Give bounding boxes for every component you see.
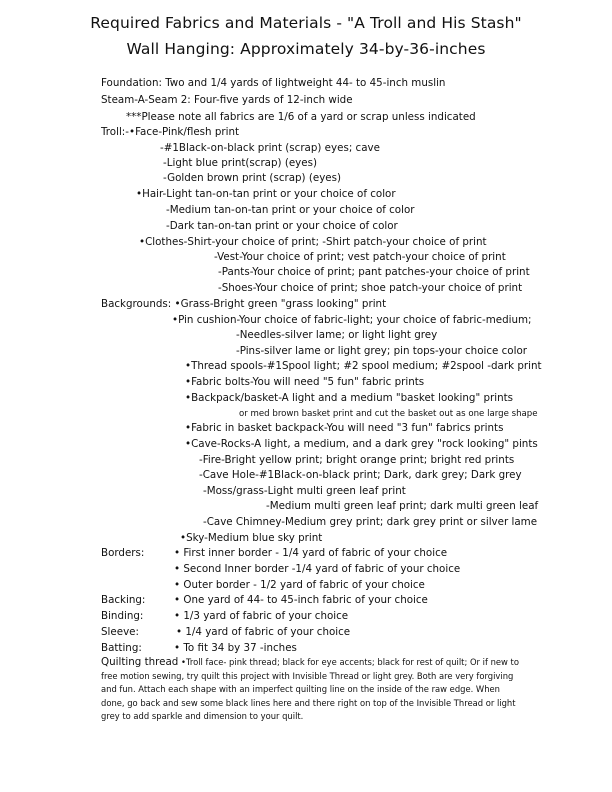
backing-label: Backing: bbox=[101, 594, 146, 606]
pins-line: -Pins-silver lame or light grey; pin tops-your choice color bbox=[236, 345, 527, 357]
backpack-basket-line: •Backpack/basket-A light and a medium "basket looking" prints bbox=[185, 392, 514, 404]
binding-line: • 1/3 yard of fabric of your choice bbox=[174, 610, 349, 622]
page-title-line-2: Wall Hanging: Approximately 34-by-36-inches bbox=[126, 40, 486, 58]
thread-spools-line: •Thread spools-#1Spool light; #2 spool medium; #2spool -dark print bbox=[185, 360, 542, 372]
hair-light-line: •Hair-Light tan-on-tan print or your choice of color bbox=[136, 188, 396, 200]
basket-fabric-line: •Fabric in basket backpack-You will need "3 fun" fabrics prints bbox=[185, 422, 504, 434]
first-border-line: • First inner border - 1/4 yard of fabric of your choice bbox=[174, 547, 448, 559]
second-border-line: • Second Inner border -1/4 yard of fabric of your choice bbox=[174, 563, 461, 575]
cave-rocks-line: •Cave-Rocks-A light, a medium, and a dark grey "rock looking" pints bbox=[185, 438, 538, 450]
clothes-vest-line: -Vest-Your choice of print; vest patch-your choice of print bbox=[214, 251, 506, 263]
steam-a-seam-line: Steam-A-Seam 2: Four-five yards of 12-inch wide bbox=[101, 94, 353, 106]
outer-border-line: • Outer border - 1/2 yard of fabric of your choice bbox=[174, 579, 425, 591]
fabric-bolts-line: •Fabric bolts-You will need "5 fun" fabric prints bbox=[185, 376, 425, 388]
clothes-shirt-line: •Clothes-Shirt-your choice of print; -Shirt patch-your choice of print bbox=[139, 236, 487, 248]
hair-dark-line: -Dark tan-on-tan print or your choice of color bbox=[166, 220, 398, 232]
troll-eyes-black-line: -#1Black-on-black print (scrap) eyes; cave bbox=[160, 142, 380, 154]
fire-line: -Fire-Bright yellow print; bright orange print; bright red prints bbox=[199, 454, 515, 466]
batting-label: Batting: bbox=[101, 642, 142, 654]
fabric-note: ***Please note all fabrics are 1/6 of a yard or scrap unless indicated bbox=[126, 111, 476, 123]
quilting-thread-label: Quilting thread bbox=[101, 656, 179, 668]
sleeve-line: • 1/4 yard of fabric of your choice bbox=[176, 626, 351, 638]
backgrounds-grass-line: Backgrounds: •Grass-Bright green "grass looking" print bbox=[101, 298, 387, 310]
backing-line: • One yard of 44- to 45-inch fabric of your choice bbox=[174, 594, 428, 606]
cave-hole-line: -Cave Hole-#1Black-on-black print; Dark, dark grey; Dark grey bbox=[199, 469, 522, 481]
troll-face-line: Troll:-•Face-Pink/flesh print bbox=[101, 126, 240, 138]
moss-medium-line: -Medium multi green leaf print; dark multi green leaf bbox=[266, 500, 539, 512]
clothes-shoes-line: -Shoes-Your choice of print; shoe patch-your choice of print bbox=[218, 282, 523, 294]
clothes-pants-line: -Pants-Your choice of print; pant patches-your choice of print bbox=[218, 266, 530, 278]
troll-eyes-blue-line: -Light blue print(scrap) (eyes) bbox=[163, 157, 317, 169]
binding-label: Binding: bbox=[101, 610, 144, 622]
hair-medium-line: -Medium tan-on-tan print or your choice of color bbox=[166, 204, 415, 216]
foundation-line: Foundation: Two and 1/4 yards of lightweight 44- to 45-inch muslin bbox=[101, 77, 446, 89]
sleeve-label: Sleeve: bbox=[101, 626, 139, 638]
moss-grass-line: -Moss/grass-Light multi green leaf print bbox=[203, 485, 406, 497]
quilting-thread-paragraph bbox=[101, 656, 521, 724]
quilting-thread-text: •Troll face- pink thread; black for eye accents; black for rest of quilt; Or if new to free motion sewing, try quilt this project with Invisible Thread or light grey. Both are very forgiving and fun. Attach each shape with an imperfect quilting line on the inside of the raw edge. When done, go back and sew some black lines here and there right on top of the Invisible Thread or light grey to add sparkle and dimension to your quilt. bbox=[101, 657, 519, 721]
borders-label: Borders: bbox=[101, 547, 145, 559]
page-title-line-1: Required Fabrics and Materials - "A Troll and His Stash" bbox=[90, 14, 522, 32]
needles-line: -Needles-silver lame; or light light grey bbox=[236, 329, 438, 341]
sky-line: •Sky-Medium blue sky print bbox=[180, 532, 323, 544]
batting-line: • To fit 34 by 37 -inches bbox=[174, 642, 297, 654]
troll-eyes-brown-line: -Golden brown print (scrap) (eyes) bbox=[163, 172, 342, 184]
cave-chimney-line: -Cave Chimney-Medium grey print; dark grey print or silver lame bbox=[203, 516, 538, 528]
basket-note-line: or med brown basket print and cut the basket out as one large shape bbox=[239, 409, 538, 419]
pin-cushion-line: •Pin cushion-Your choice of fabric-light; your choice of fabric-medium; bbox=[172, 314, 532, 326]
